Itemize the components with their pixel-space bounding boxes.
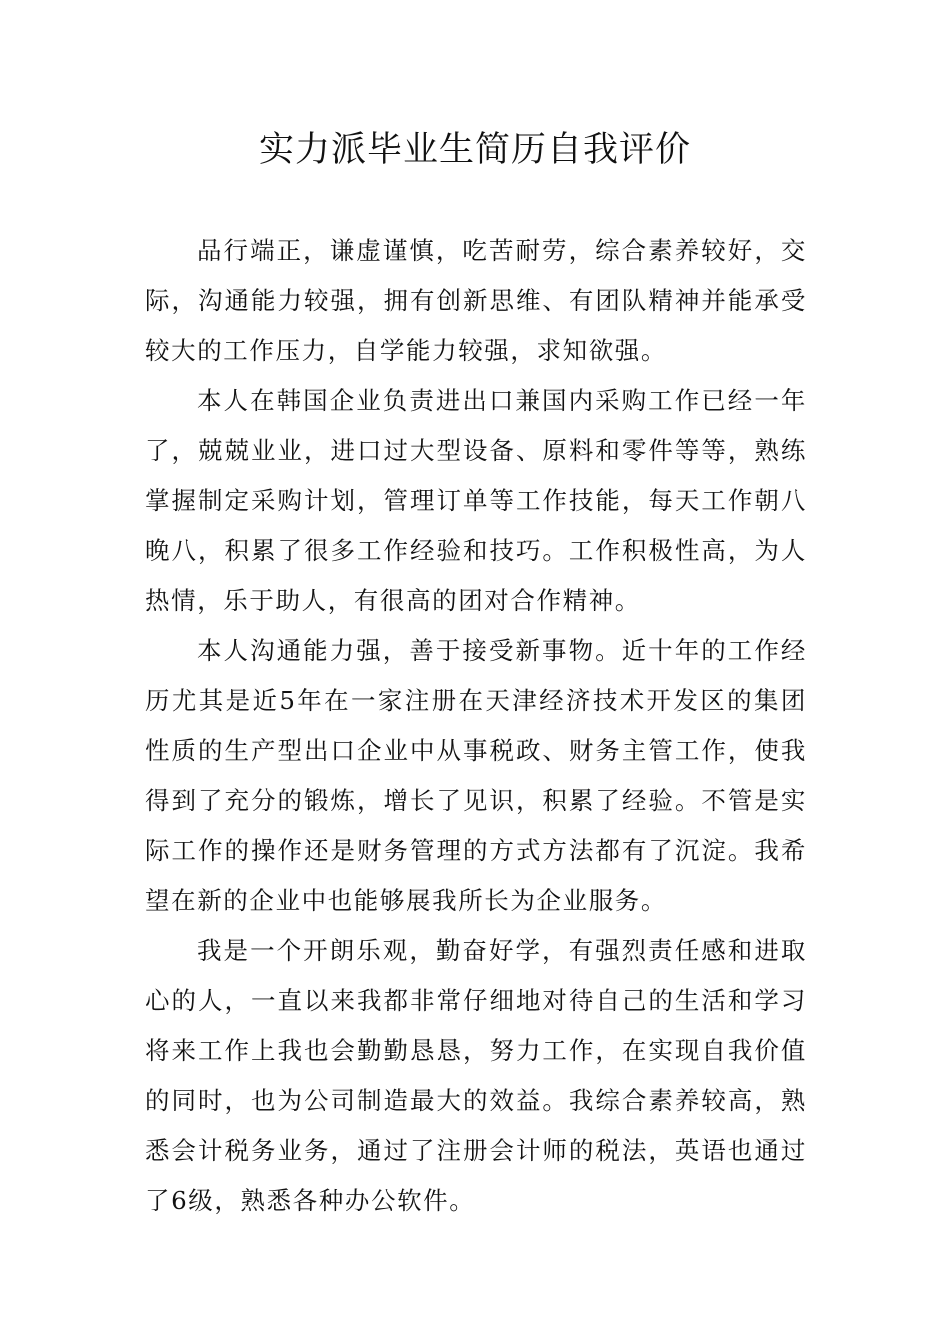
document-body — [145, 226, 807, 1226]
paragraph-3: 本人沟通能力强，善于接受新事物。近十年的工作经历尤其是近5年在一家注册在天津经济技术开发区的集团性质的生产型出口企业中从事税政、财务主管工作，使我得到了充分的锻炼，增长了见识，积累了经验。不管是实际工作的操作还是财务管理的方式方法都有了沉淀。我希望在新的企业中也能够展我所长为企业服务。 — [145, 636, 807, 915]
paragraph-2: 本人在韩国企业负责进出口兼国内采购工作已经一年了，兢兢业业，进口过大型设备、原料和零件等等，熟练掌握制定采购计划，管理订单等工作技能，每天工作朝八晚八，积累了很多工作经验和技巧。工作积极性高，为人热情，乐于助人，有很高的团对合作精神。 — [145, 386, 807, 615]
document-title: 实力派毕业生简历自我评价 — [258, 130, 691, 170]
paragraph-4: 我是一个开朗乐观，勤奋好学，有强烈责任感和进取心的人，一直以来我都非常仔细地对待自己的生活和学习将来工作上我也会勤勤恳恳，努力工作，在实现自我价值的同时，也为公司制造最大的效益。我综合素养较高，熟悉会计税务业务，通过了注册会计师的税法，英语也通过了6级，熟悉各种办公软件。 — [145, 936, 807, 1215]
paragraph-1: 品行端正，谦虚谨慎，吃苦耐劳，综合素养较好，交际，沟通能力较强，拥有创新思维、有团队精神并能承受较大的工作压力，自学能力较强，求知欲强。 — [145, 236, 807, 365]
